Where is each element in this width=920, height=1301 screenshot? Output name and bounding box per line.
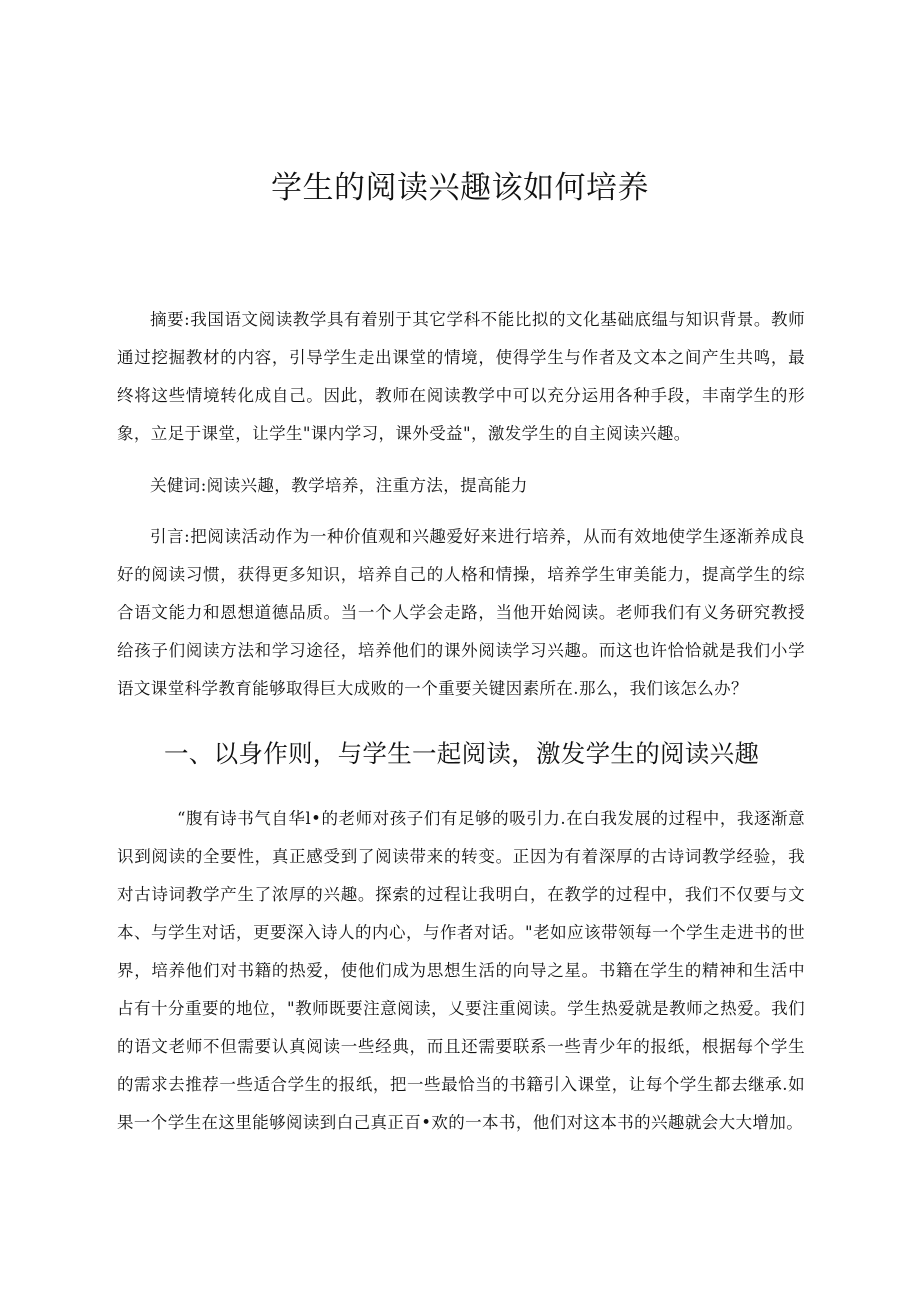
section-1-heading: 一、以身作则，与学生一起阅读，激发学生的阅读兴趣 bbox=[164, 739, 760, 768]
document-title: 学生的阅读兴趣该如何培养 bbox=[271, 170, 649, 206]
introduction-text: 把阅读活动作为一种价值观和兴趣爱好来进行培养，从而有效地使学生逐渐养成良好的阅读习惯，获得更多知识，培养自己的人格和情操，培养学生审美能力，提高学生的综合语文能力和恩想道德品质。当一个人学会走路，当他开始阅读。老师我们有义务研究教授给孩子们阅读方法和学习途径，培养他们的课外阅读学习兴趣。而这也许恰恰就是我们小学语文课堂科学教育能够取得巨大成败的一个重要关键因素所在.那么，我们该怎么办？ bbox=[117, 527, 805, 698]
abstract-text: 我国语文阅读教学具有着别于其它学科不能比拟的文化基础底缊与知识背景。教师通过挖掘教材的内容，引导学生走出课堂的情境，使得学生与作者及文本之间产生共鸣，最终将这些情境转化成自己。因此，教师在阅读教学中可以充分运用各种手段，丰南学生的形象，立足于课堂，让学生"课内学习，课外受益"，激发学生的自主阅读兴趣。 bbox=[117, 310, 805, 443]
introduction-label: 引言: bbox=[150, 527, 191, 546]
keywords-paragraph bbox=[117, 467, 805, 505]
keywords-label: 关健词: bbox=[150, 476, 207, 495]
section-1-paragraph: “腹有诗书气自华l•的老师对孩子们有足够的吸引力.在白我发展的过程中，我逐渐意识到阅读的全要性，真正感受到了阅读带来的转变。正因为有着深厚的古诗词教学经验，我对古诗词教学产生了浓厚的兴趣。探索的过程让我明白，在教学的过程中，我们不仅要与文本、与学生对话，更要深入诗人的内心，与作者对话。"老如应该带领每一个学生走进书的世界，培养他们对书籍的热爱，使他们成为思想生活的向导之星。书籍在学生的精神和生活中占有十分重要的地位，"教师既要注意阅读，乂要注重阅读。学生热爱就是教师之热爱。我们的语文老师不但需要认真阅读一些经典，而且还需要联系一些青少年的报纸，根据每个学生的需求去推荐一些适合学生的报纸，把一些最恰当的书籍引入课堂，让每个学生都去继承.如果一个学生在这里能够阅读到白己真正百•欢的一本书，他们对这本书的兴趣就会大大增加。 bbox=[117, 809, 805, 1132]
abstract-label: 摘要: bbox=[150, 310, 191, 329]
abstract-paragraph bbox=[117, 301, 805, 453]
keywords-text: 阅读兴趣，教学培养，注重方法，提高能力 bbox=[206, 476, 528, 495]
introduction-paragraph bbox=[117, 518, 805, 708]
